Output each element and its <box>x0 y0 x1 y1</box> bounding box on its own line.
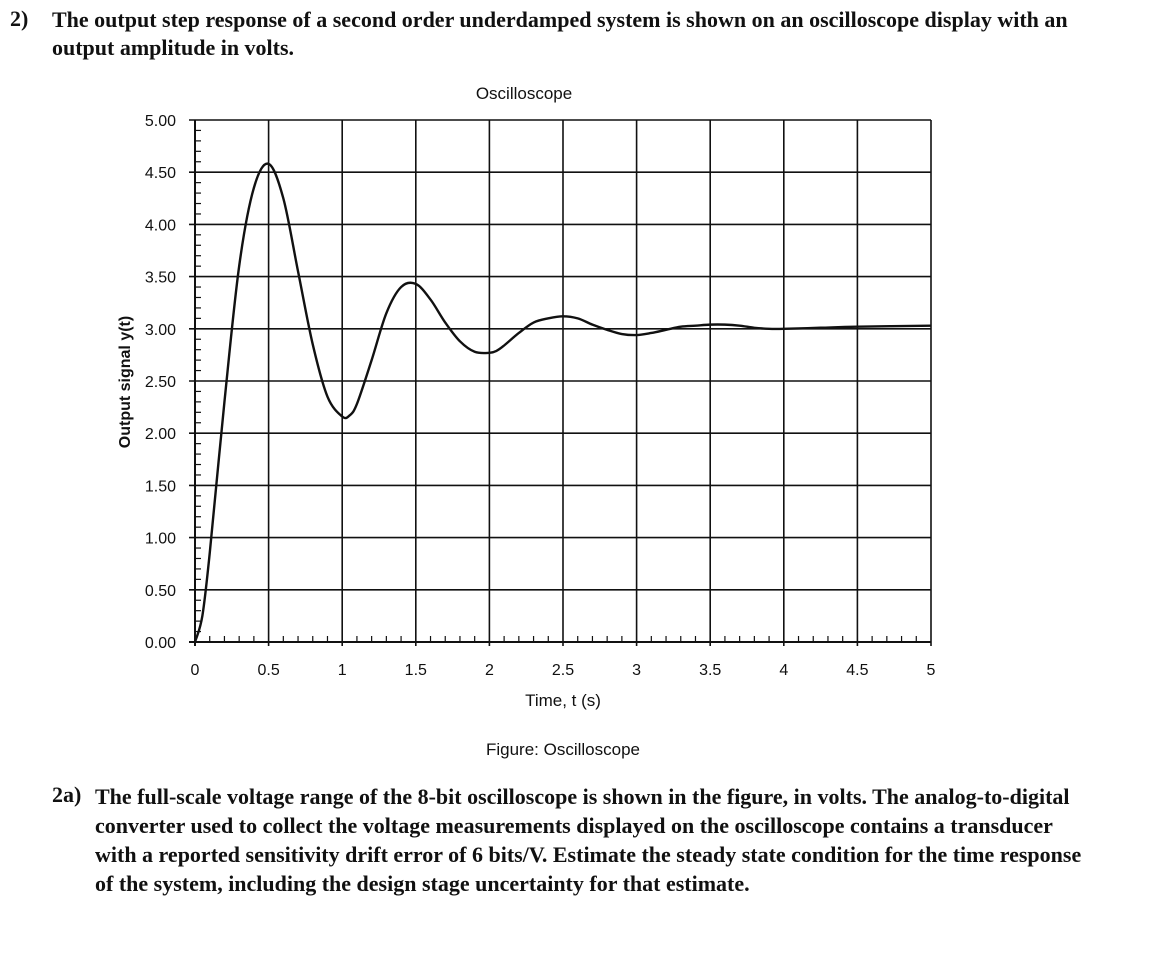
y-tick-label: 4.50 <box>144 165 176 183</box>
question-number: 2) <box>10 6 29 31</box>
y-tick-label: 2.50 <box>144 374 176 391</box>
x-tick-label: 4.5 <box>846 662 869 679</box>
x-axis-label: Time, t (s) <box>525 691 601 710</box>
y-tick-label: 3.00 <box>144 321 176 339</box>
grid <box>189 120 931 646</box>
x-tick-label: 0 <box>190 662 200 679</box>
y-tick-label: 1.50 <box>144 478 176 496</box>
subquestion-text: The full-scale voltage range of the 8-bit oscilloscope is shown in the figure, in volts. The analog-to-digital converter used to collect the voltage measurements displayed on the oscilloscope contains a transducer with a reported sensitivity drift error of 6 bits/V. Estimate the steady state condition for the time response of the system, including the design stage uncertainty for that estimate. <box>95 784 1082 896</box>
y-tick-label: 3.50 <box>144 269 176 287</box>
x-tick-label: 0.5 <box>257 662 280 679</box>
y-tick-label: 5.00 <box>144 113 176 130</box>
x-tick-label: 1.5 <box>404 662 427 679</box>
x-tick-label: 2 <box>484 662 494 679</box>
y-tick-label: 2.00 <box>144 426 176 444</box>
x-tick-label: 1 <box>337 662 347 679</box>
question-text: The output step response of a second order underdamped system is shown on an oscilloscope display with an output amplitude in volts. <box>52 7 1068 60</box>
subquestion-number: 2a) <box>52 782 82 807</box>
y-axis-label: Output signal y(t) <box>117 315 134 449</box>
chart-title: Oscilloscope <box>475 84 573 103</box>
y-tick-label: 1.00 <box>144 530 176 548</box>
x-tick-label: 3.5 <box>699 662 722 679</box>
tick-labels <box>145 113 936 679</box>
x-tick-label: 3 <box>632 662 642 679</box>
y-tick-label: 0.50 <box>144 582 176 600</box>
y-tick-label: 4.00 <box>144 217 176 235</box>
y-tick-label: 0.00 <box>144 635 176 652</box>
figure-caption: Figure: Oscilloscope <box>485 740 640 759</box>
minor-ticks <box>195 130 916 642</box>
x-tick-label: 5 <box>926 662 936 679</box>
x-tick-label: 4 <box>779 662 789 679</box>
x-tick-label: 2.5 <box>551 662 575 679</box>
